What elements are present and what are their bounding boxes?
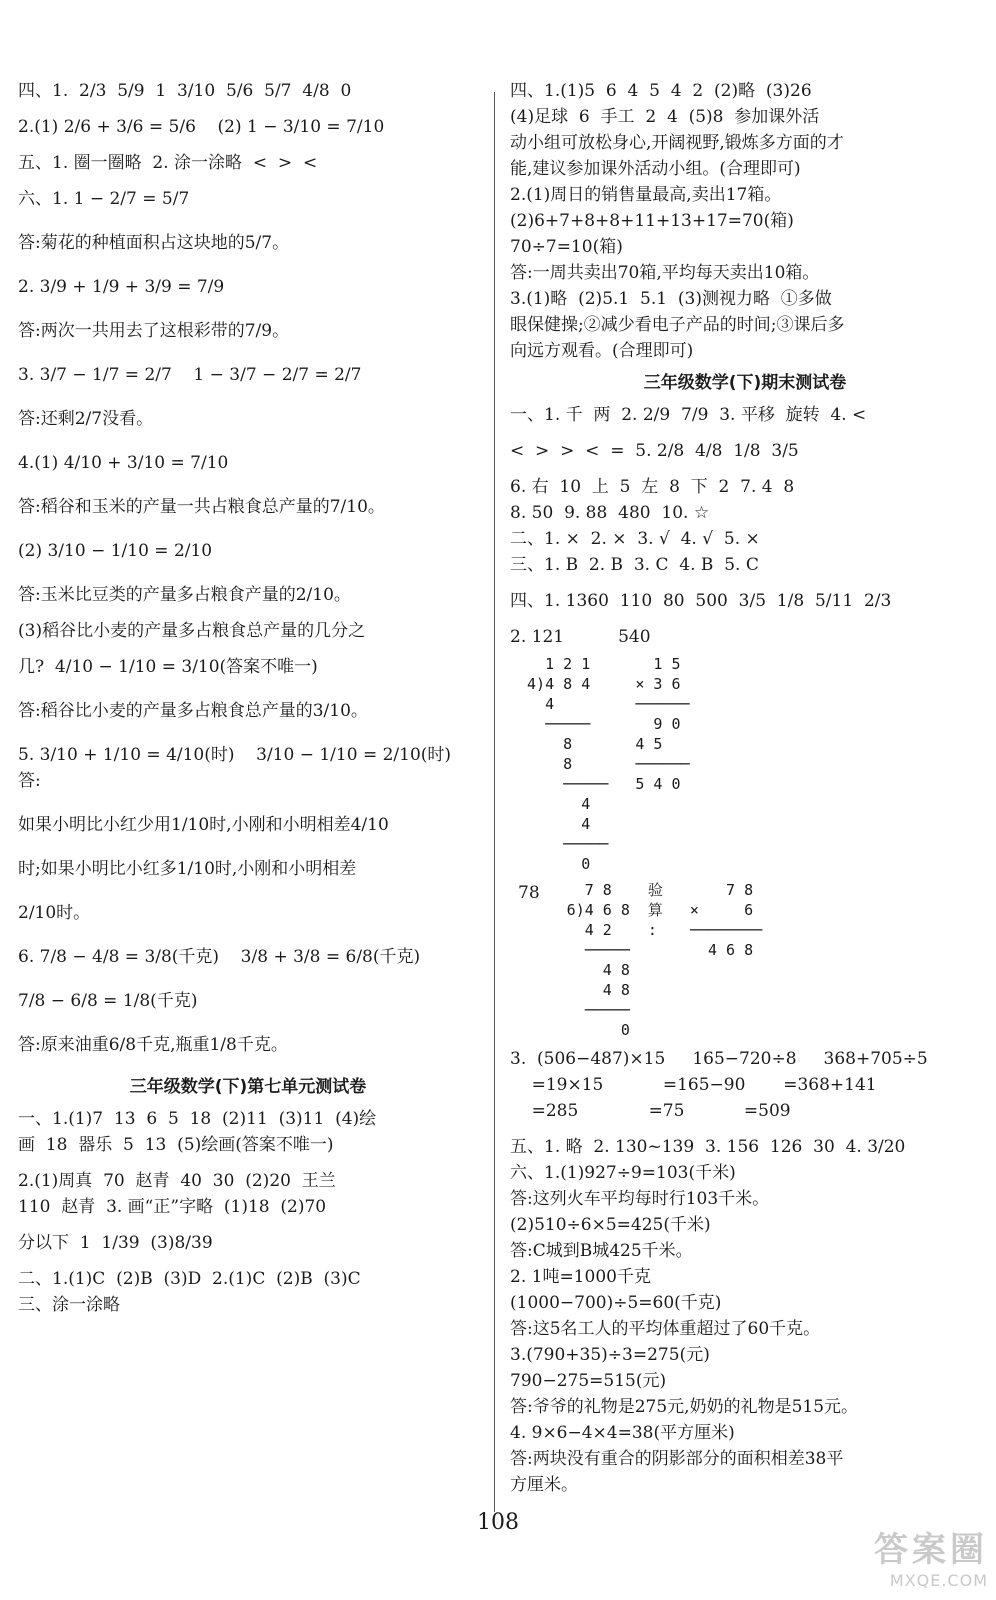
answer-line: 3.(790+35)÷3=275(元) (510, 1345, 710, 1365)
answer-line: =19×15 =165−90 =368+141 (510, 1075, 877, 1095)
answer-line: 110 赵青 3. 画“正”字略 (1)18 (2)70 (18, 1197, 327, 1217)
answer-line: 2. 121 540 (510, 627, 651, 647)
page-number: 108 (477, 1510, 519, 1535)
answer-line: 2.(1)周日的销售量最高,卖出17箱。 (510, 185, 782, 205)
answer-line: 答:两块没有重合的阴影部分的面积相差38平 (510, 1449, 844, 1469)
watermark-logo (788, 1522, 988, 1590)
answer-line: 3. (506−487)×15 165−720÷8 368+705÷5 (510, 1049, 928, 1069)
answer-line: (4)足球 6 手工 2 4 (5)8 参加课外活 (510, 107, 820, 127)
answer-line: 方厘米。 (510, 1475, 578, 1495)
answer-line: 答:两次一共用去了这根彩带的7/9。 (18, 321, 290, 341)
answer-line: 2.(1)周真 70 赵青 40 30 (2)20 王兰 (18, 1171, 336, 1191)
answer-line: 答:一周共卖出70箱,平均每天卖出10箱。 (510, 263, 820, 283)
answer-line: 四、1. 1360 110 80 500 3/5 1/8 5/11 2/3 (510, 591, 892, 611)
answer-line: 3. 3/7 − 1/7 = 2/7 1 − 3/7 − 2/7 = 2/7 (18, 365, 362, 385)
answer-line: 六、1. 1 − 2/7 = 5/7 (18, 189, 190, 209)
answer-line: 答:还剩2/7没看。 (18, 409, 154, 429)
answer-line: 答:菊花的种植面积占这块地的5/7。 (18, 233, 290, 253)
check-label: 验 算 : (647, 881, 663, 939)
answer-line: 答:稻谷和玉米的产量一共占粮食总产量的7/10。 (18, 497, 385, 517)
answer-line: 8. 50 9. 88 480 10. ☆ (510, 503, 710, 523)
multiplication-15-by-36: 1 5 × 3 6 ────── 9 0 4 5 ────── 5 4 0 (635, 655, 690, 793)
answer-line: 答:爷爷的礼物是275元,奶奶的礼物是515元。 (510, 1397, 859, 1417)
answer-line: 4. 9×6−4×4=38(平方厘米) (510, 1423, 735, 1443)
answer-line: 六、1.(1)927÷9=103(千米) (510, 1163, 736, 1183)
answer-line: =285 =75 =509 (510, 1101, 791, 1121)
answer-line: (1000−700)÷5=60(千克) (510, 1293, 722, 1313)
answer-line: 790−275=515(元) (510, 1371, 667, 1391)
answer-line: 五、1. 圈一圈略 2. 涂一涂略 < > < (18, 153, 318, 173)
answer-line: 答:稻谷比小麦的产量多占粮食总产量的3/10。 (18, 701, 368, 721)
answer-line: (2)510÷6×5=425(千米) (510, 1215, 711, 1235)
answer-line: 70÷7=10(箱) (510, 237, 623, 257)
answer-line: 答:原来油重6/8千克,瓶重1/8千克。 (18, 1035, 288, 1055)
answer-line: 二、1.(1)C (2)B (3)D 2.(1)C (2)B (3)C (18, 1269, 361, 1289)
unit7-section-title: 三年级数学(下)第七单元测试卷 (129, 1077, 367, 1097)
answer-line: 7/8 − 6/8 = 1/8(千克) (18, 991, 198, 1011)
answer-line: 分以下 1 1/39 (3)8/39 (18, 1233, 213, 1253)
answer-line: 能,建议参加课外活动小组。(合理即可) (510, 159, 801, 179)
answer-line: 一、1.(1)7 13 6 5 18 (2)11 (3)11 (4)绘 (18, 1109, 377, 1129)
answer-line: 画 18 器乐 5 13 (5)绘画(答案不唯一) (18, 1135, 334, 1155)
vertical-calc-row-2 (518, 880, 980, 1040)
answer-line: 6. 右 10 上 5 左 8 下 2 7. 4 8 (510, 477, 795, 497)
answer-line: 时;如果小明比小红多1/10时,小刚和小明相差 (18, 859, 357, 879)
answer-line: 2.(1) 2/6 + 3/6 = 5/6 (2) 1 − 3/10 = 7/10 (18, 117, 385, 137)
answer-line: 2/10时。 (18, 903, 91, 923)
answer-line: 几? 4/10 − 1/10 = 3/10(答案不唯一) (18, 657, 318, 677)
answer-line: 五、1. 略 2. 130~139 3. 156 126 30 4. 3/20 (510, 1137, 906, 1157)
answer-line: 向远方观看。(合理即可) (510, 341, 694, 361)
answer-line: (3)稻谷比小麦的产量多占粮食总产量的几分之 (18, 621, 366, 641)
answer-line: 二、1. × 2. × 3. √ 4. √ 5. × (510, 529, 760, 549)
final-exam-section-title: 三年级数学(下)期末测试卷 (643, 373, 847, 393)
answer-line: 四、1. 2/3 5/9 1 3/10 5/6 5/7 4/8 0 (18, 81, 352, 101)
answer-line: 四、1.(1)5 6 4 5 4 2 (2)略 (3)26 (510, 81, 812, 101)
right-column (510, 78, 980, 1498)
multiplication-78-by-6: 7 8 × 6 ──────── 4 6 8 (689, 881, 763, 959)
answer-line: (2)6+7+8+8+11+13+17=70(箱) (510, 211, 794, 231)
long-division-484-by-4: 1 2 1 4)4 8 4 4 ───── 8 8 ───── 4 4 ───── 0 (527, 655, 609, 873)
answer-line: 5. 3/10 + 1/10 = 4/10(时) 3/10 − 1/10 = 2/10(时) 答: (18, 745, 468, 791)
answer-line: (2) 3/10 − 1/10 = 2/10 (18, 541, 213, 561)
watermark-url: MXQE.COM (889, 1571, 988, 1590)
answer-line: 眼保健操;②减少看电子产品的时间;③课后多 (510, 315, 845, 335)
answer-value: 78 (518, 883, 540, 903)
watermark-text: 答案圈 (874, 1530, 988, 1570)
vertical-calc-row-1 (518, 654, 980, 874)
answer-line: < > > < = 5. 2/8 4/8 1/8 3/5 (510, 441, 799, 461)
answer-line: 答:这列火车平均每时行103千米。 (510, 1189, 770, 1209)
answer-line: 动小组可放松身心,开阔视野,锻炼多方面的才 (510, 133, 844, 153)
answer-line: 三、1. B 2. B 3. C 4. B 5. C (510, 555, 759, 575)
answer-line: 4.(1) 4/10 + 3/10 = 7/10 (18, 453, 229, 473)
column-divider (494, 92, 495, 1512)
answer-line: 6. 7/8 − 4/8 = 3/8(千克) 3/8 + 3/8 = 6/8(千克) (18, 947, 421, 967)
answer-line: 2. 3/9 + 1/9 + 3/9 = 7/9 (18, 277, 225, 297)
answer-line: 答:玉米比豆类的产量多占粮食产量的2/10。 (18, 585, 351, 605)
answer-line: 一、1. 千 两 2. 2/9 7/9 3. 平移 旋转 4. < (510, 405, 867, 425)
long-division-468-by-6: 7 8 6)4 6 8 4 2 ───── 4 8 4 8 ───── 0 (566, 881, 630, 1039)
answer-line: 答:这5名工人的平均体重超过了60千克。 (510, 1319, 821, 1339)
answer-line: 答:C城到B城425千米。 (510, 1241, 693, 1261)
answer-line: 3.(1)略 (2)5.1 5.1 (3)测视力略 ①多做 (510, 289, 832, 309)
answer-line: 三、涂一涂略 (18, 1295, 120, 1315)
left-column (18, 78, 478, 1318)
answer-line: 2. 1吨=1000千克 (510, 1267, 651, 1287)
answer-line: 如果小明比小红少用1/10时,小刚和小明相差4/10 (18, 815, 389, 835)
